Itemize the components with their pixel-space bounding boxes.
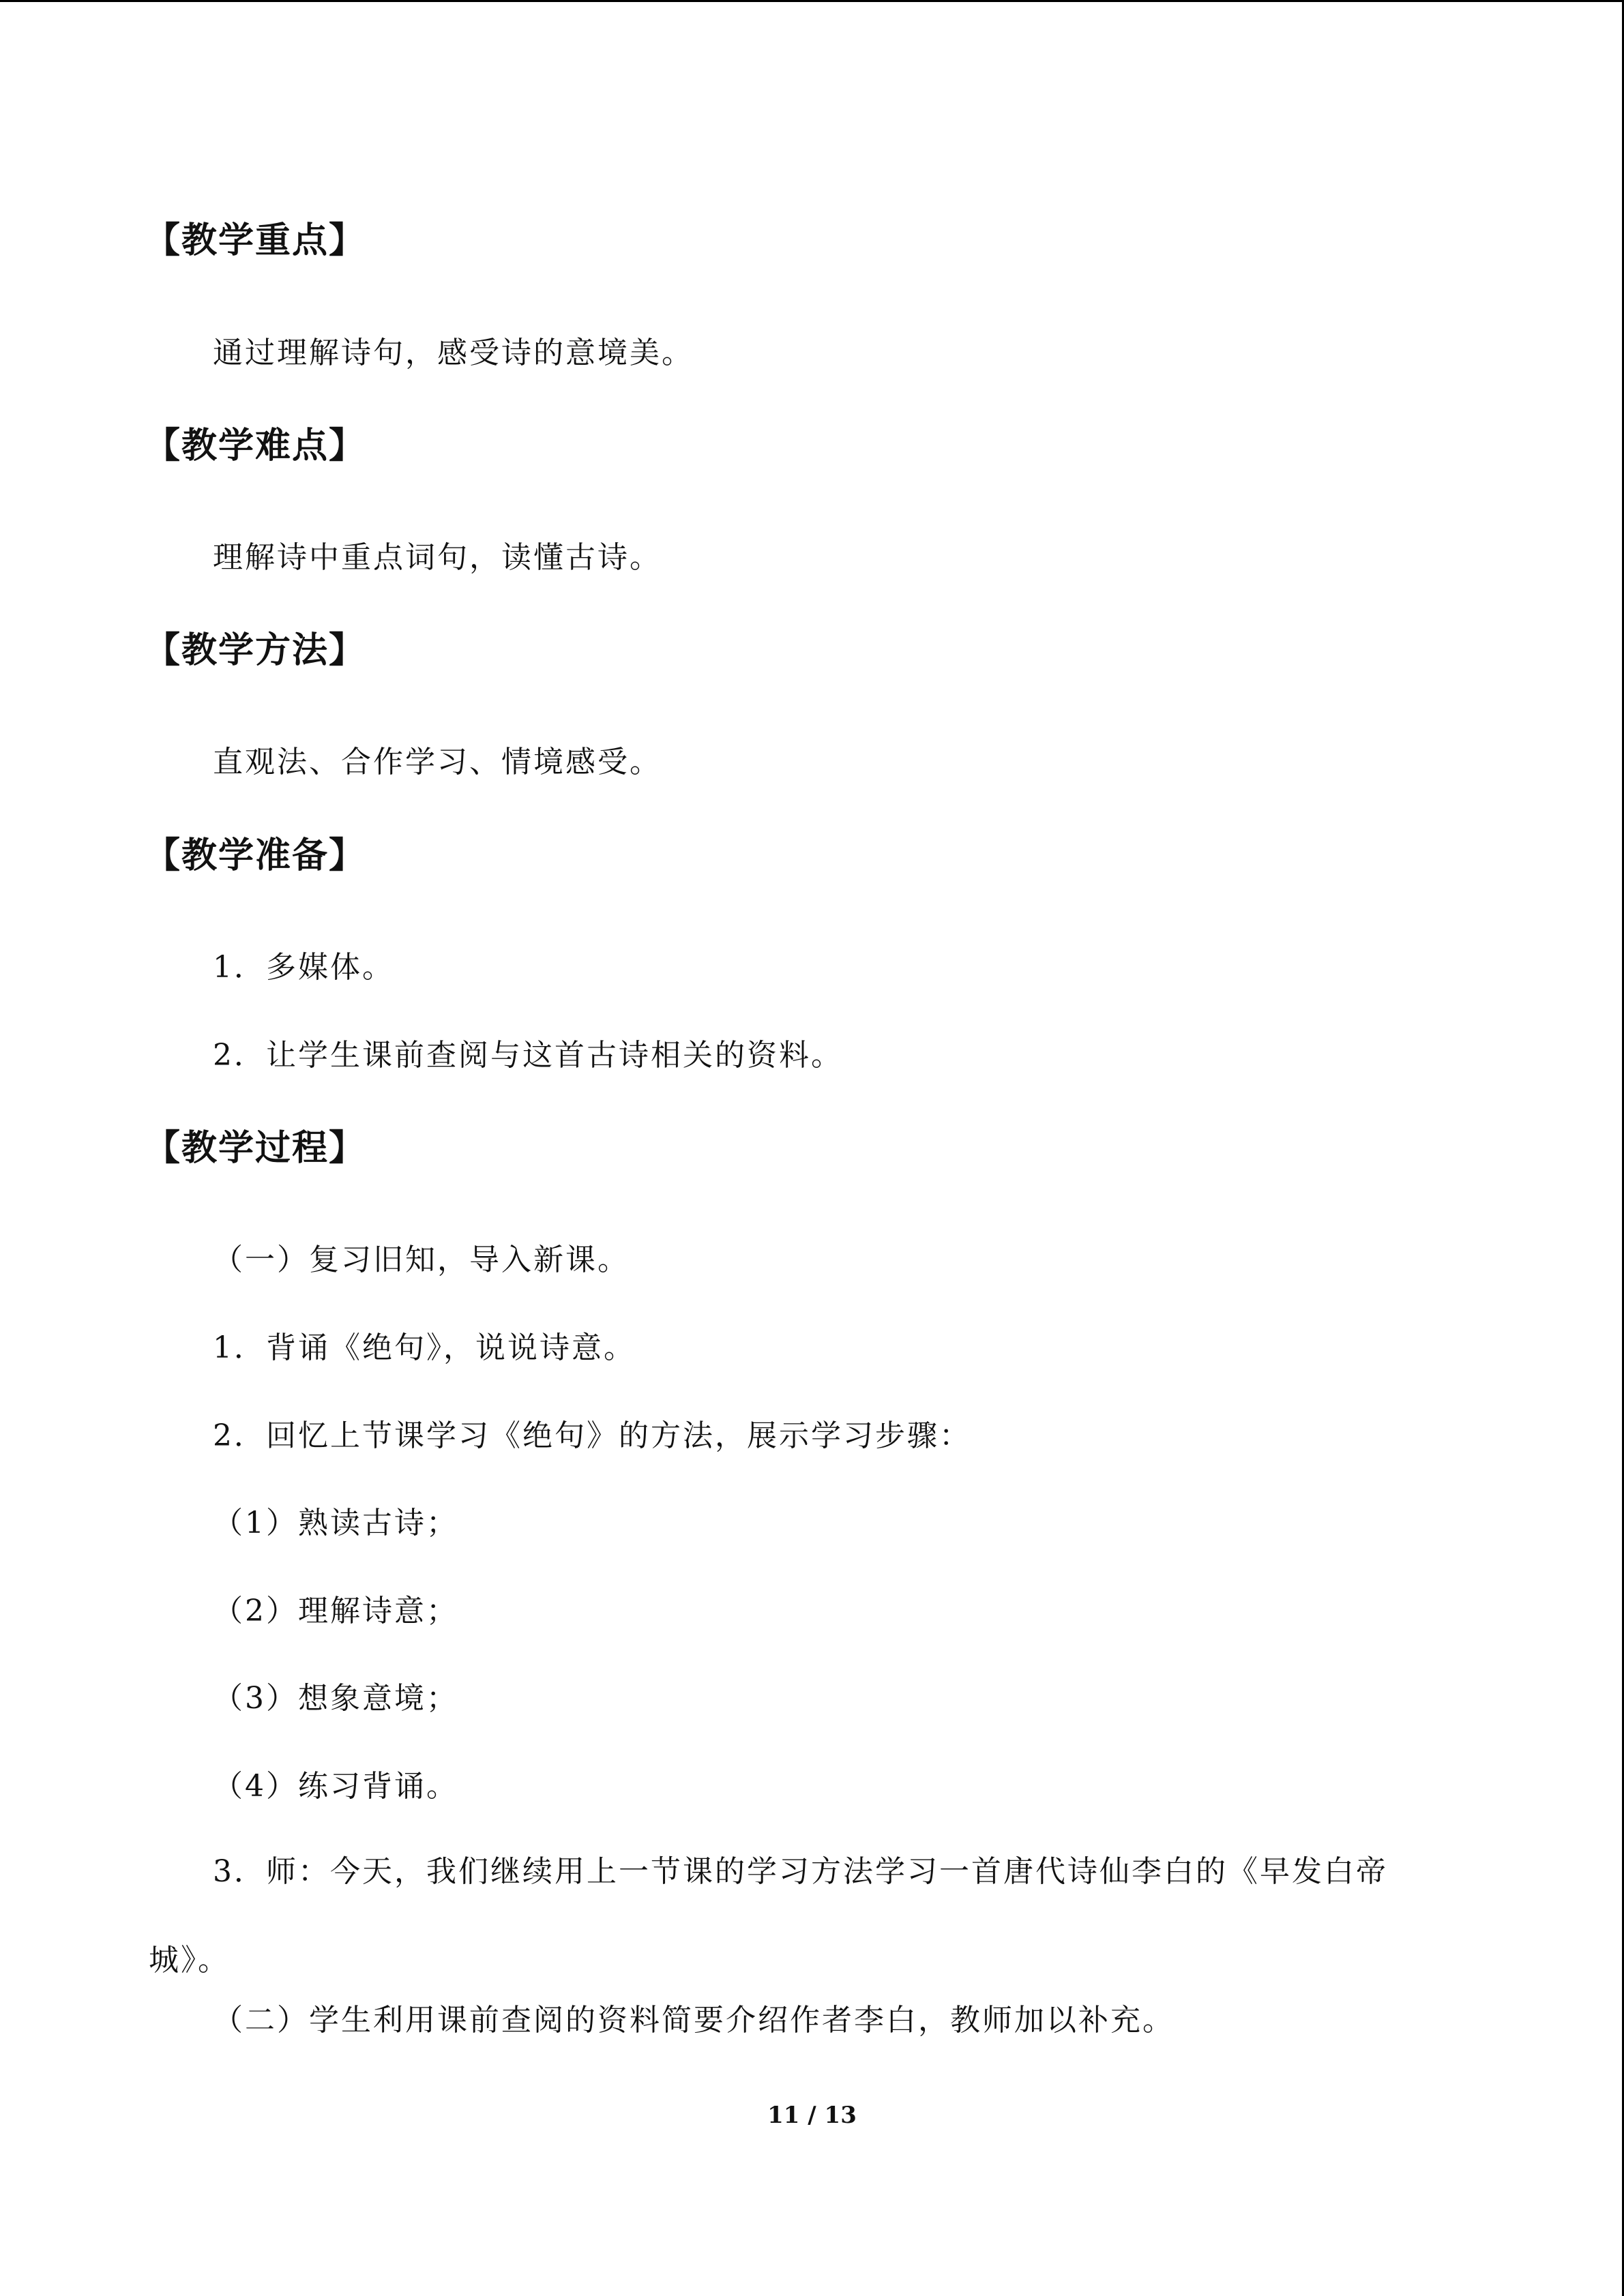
heading-teaching-method: 【教学方法】 [145,630,366,671]
page-top-border [0,0,1624,2]
heading-teaching-preparation: 【教学准备】 [145,835,366,876]
preparation-item-2: 2．让学生课前查阅与这首古诗相关的资料。 [213,1038,843,1073]
process-line-8: 3．师：今天，我们继续用上一节课的学习方法学习一首唐代诗仙李白的《早发白帝城》。 [149,1854,1388,1978]
process-line-9: （二）学生利用课前查阅的资料简要介绍作者李白，教师加以补充。 [213,2003,1175,2038]
process-line-3: 2．回忆上节课学习《绝句》的方法，展示学习步骤： [213,1418,971,1453]
process-line-2: 1．背诵《绝句》，说说诗意。 [213,1330,636,1365]
process-line-4: （1）熟读古诗； [213,1506,458,1540]
difficulty-text: 理解诗中重点词句，读懂古诗。 [213,540,662,575]
page-number: 11 / 13 [767,2102,857,2129]
heading-teaching-process: 【教学过程】 [145,1128,366,1169]
process-line-7: （4）练习背诵。 [213,1769,458,1804]
preparation-item-1: 1．多媒体。 [213,950,394,985]
heading-teaching-focus: 【教学重点】 [145,220,366,261]
process-line-6: （3）想象意境； [213,1681,458,1716]
focus-text: 通过理解诗句，感受诗的意境美。 [213,336,694,370]
process-line-1: （一）复习旧知，导入新课。 [213,1242,630,1277]
process-line-5: （2）理解诗意； [213,1594,458,1628]
heading-teaching-difficulty: 【教学难点】 [145,426,366,466]
method-text: 直观法、合作学习、情境感受。 [213,745,662,779]
